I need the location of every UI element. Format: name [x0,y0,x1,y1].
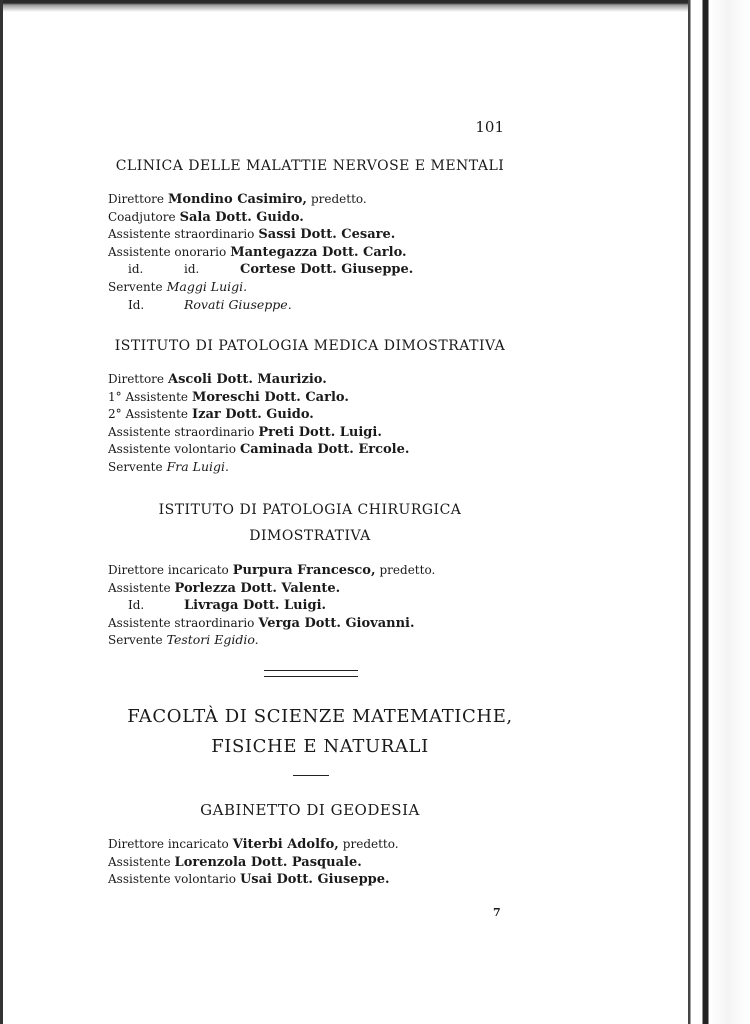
staff-name: Livraga Dott. Luigi. [184,598,327,614]
staff-entry [108,579,528,597]
section-heading-patologia-chirurgica: ISTITUTO DI PATOLOGIA CHIRURGICA [158,502,462,518]
staff-name: Izar Dott. Guido. [192,407,314,423]
staff-note: predetto. [310,192,367,206]
staff-role: Servente [108,279,163,294]
staff-name: Sala Dott. Guido. [179,209,304,225]
staff-name: Caminada Dott. Ercole. [239,442,410,458]
title-rule [293,775,329,776]
staff-role: Assistente straordinario [108,615,255,630]
staff-role: 1° Assistente [108,389,189,404]
faculty-subtitle: FISICHE E NATURALI [211,736,429,757]
staff-entry [108,388,528,406]
staff-entry [108,370,528,388]
section-heading-clinica: CLINICA DELLE MALATTIE NERVOSE E MENTALI [115,158,505,174]
section-heading-patologia-chirurgica-line2: DIMOSTRATIVA [249,528,371,544]
staff-entry [108,208,528,226]
section-divider [264,670,358,677]
staff-note: predetto. [342,837,399,851]
staff-list-geodesia [108,835,528,888]
staff-name: Moreschi Dott. Carlo. [192,389,349,405]
staff-entry [108,835,528,853]
staff-role: Direttore [108,372,165,386]
staff-role: Direttore [108,192,165,206]
scan-right-edge [688,0,750,1024]
staff-role: id. [128,262,144,277]
staff-role-repeat: id. [184,262,200,277]
staff-role: Assistente [108,854,171,869]
staff-role: Assistente volontario [108,442,236,457]
staff-entry [108,561,528,579]
staff-entry [108,296,528,314]
staff-entry [108,458,528,476]
staff-name: Lorenzola Dott. Pasquale. [174,854,362,870]
staff-role: Direttore incaricato [108,837,229,851]
staff-entry [108,853,528,871]
signature-mark: 7 [493,906,501,919]
staff-name: Ascoli Dott. Maurizio. [168,372,327,387]
staff-name: Porlezza Dott. Valente. [174,580,341,596]
staff-entry [108,870,528,888]
staff-name: Preti Dott. Luigi. [258,424,382,440]
staff-list-clinica [108,190,528,313]
staff-entry [108,260,528,278]
staff-entry [108,596,528,614]
staff-name: Viterbi Adolfo, [232,837,339,852]
faculty-title: FACOLTÀ DI SCIENZE MATEMATICHE, [127,706,513,727]
staff-name: Sassi Dott. Cesare. [258,227,396,243]
staff-note: predetto. [379,563,436,577]
page-number: 101 [475,118,504,136]
staff-entry [108,278,528,296]
staff-name: Testori Egidio. [166,632,259,648]
staff-role: 2° Assistente [108,407,189,422]
staff-role: Assistente straordinario [108,424,255,439]
staff-name: Mondino Casimiro, [168,192,307,207]
staff-list-patologia-chirurgica [108,561,528,649]
staff-role: Assistente onorario [108,244,227,259]
staff-name: Rovati Giuseppe. [184,296,292,312]
section-heading-patologia-medica: ISTITUTO DI PATOLOGIA MEDICA DIMOSTRATIVA [114,338,506,354]
scan-left-edge [0,0,3,1024]
staff-name: Verga Dott. Giovanni. [258,615,415,631]
staff-entry [108,631,528,649]
staff-name: Fra Luigi. [166,458,229,474]
staff-name: Cortese Dott. Giuseppe. [240,262,414,278]
staff-entry [108,225,528,243]
staff-entry [108,190,528,208]
staff-entry [108,243,528,261]
section-heading-geodesia: GABINETTO DI GEODESIA [200,801,420,819]
staff-name: Usai Dott. Giuseppe. [239,872,390,888]
staff-list-patologia-medica [108,370,528,476]
staff-role: Coadjutore [108,209,176,224]
staff-role: Servente [108,459,163,474]
staff-role: Assistente straordinario [108,227,255,242]
staff-role: Assistente volontario [108,872,236,887]
staff-entry [108,423,528,441]
staff-role: Id. [128,598,145,613]
staff-name: Maggi Luigi. [166,278,248,294]
staff-role: Assistente [108,580,171,595]
staff-role: Direttore incaricato [108,563,229,577]
scan-top-edge [0,0,700,12]
staff-name: Purpura Francesco, [232,563,376,578]
staff-entry [108,405,528,423]
staff-name: Mantegazza Dott. Carlo. [230,244,407,260]
staff-entry [108,614,528,632]
staff-role: Servente [108,633,163,648]
staff-role: Id. [128,297,145,312]
staff-entry [108,440,528,458]
